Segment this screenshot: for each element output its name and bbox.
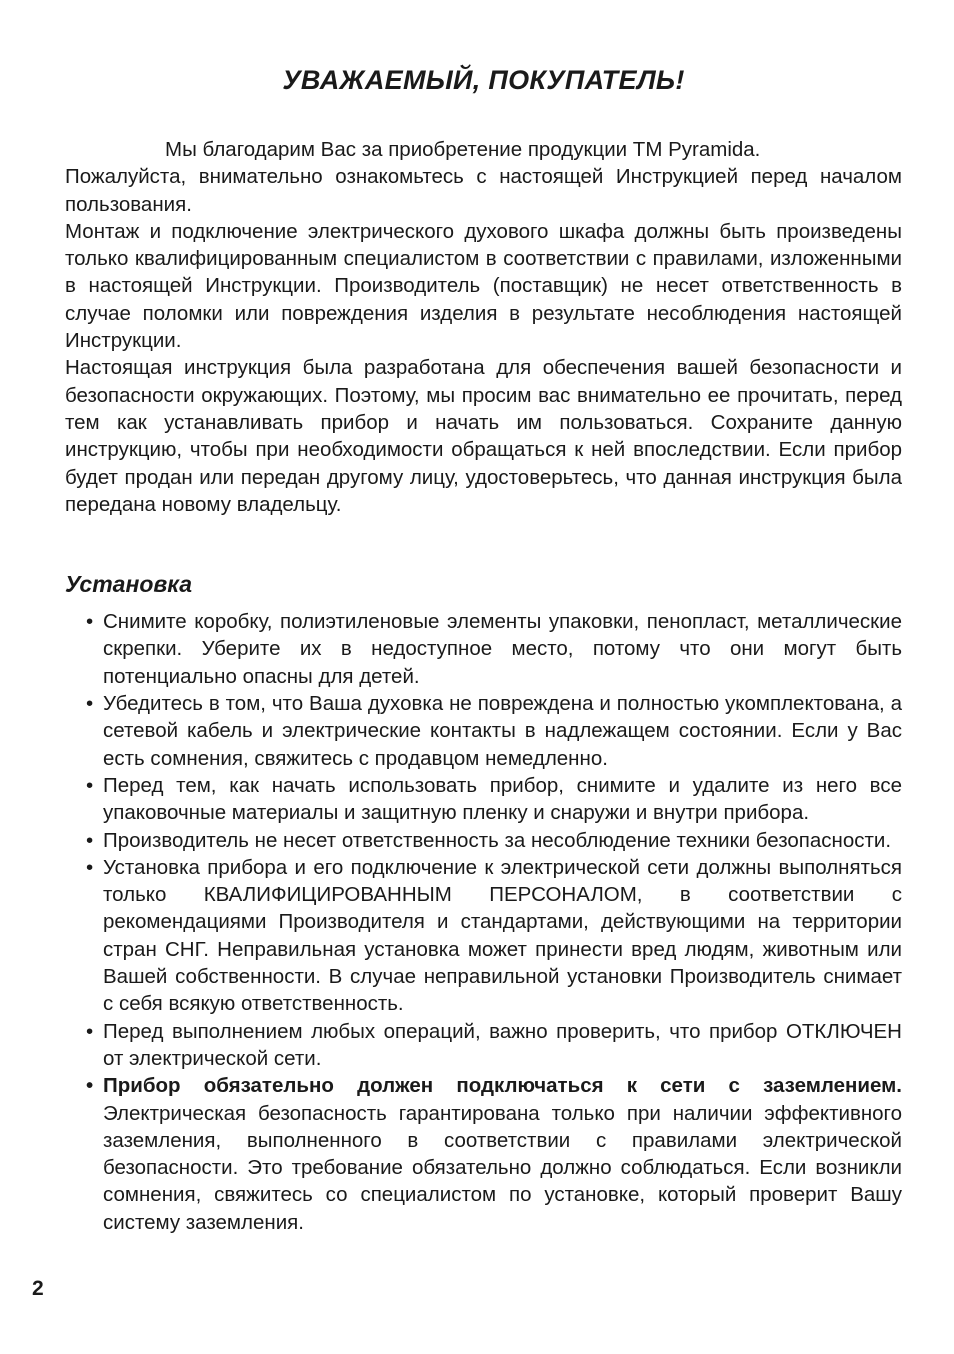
bullet-icon: • xyxy=(86,773,94,797)
page-number: 2 xyxy=(32,1277,44,1300)
intro-paragraph-3: Настоящая инструкция была разработана для обеспечения вашей безопасности и безопасности окружающих. Поэтому, мы просим вас внимательно ее прочитать, перед тем как устанавливать прибор и начать им пользоваться. Сохраните данную инструкцию, чтобы при необходимости обращаться к ней впоследствии. Если прибор будет продан или передан другому лицу, удостоверьтесь, что данная инструкция была передана новому владельцу. xyxy=(65,356,902,516)
bullet-icon: • xyxy=(86,610,94,634)
intro-section xyxy=(65,136,902,518)
document-page xyxy=(65,60,902,1236)
list-item-text: Производитель не несет ответственность за несоблюдение техники безопасности. xyxy=(103,828,892,852)
page-title: УВАЖАЕМЫЙ, ПОКУПАТЕЛЬ! xyxy=(282,65,685,95)
bullet-icon: • xyxy=(86,1074,94,1098)
list-item xyxy=(65,854,902,1018)
list-item-text: Убедитесь в том, что Ваша духовка не повреждена и полностью укомплектована, а сетевой кабель и электрические контакты в надлежащем состоянии. Если у Вас есть сомнения, свяжитесь с продавцом немедленно. xyxy=(103,692,902,770)
grounding-warning-text: Электрическая безопасность гарантирована только при наличии эффективного заземления, выполненного в соответствии с правилами электрической безопасности. Это требование обязательно должно соблюдаться. Если возникли сомнения, свяжитесь со специалистом по установке, который проверит Вашу систему заземления. xyxy=(103,1101,902,1234)
list-item-grounding xyxy=(65,1072,902,1236)
intro-paragraph-2: Монтаж и подключение электрического духового шкафа должны быть произведены только квалифицированным специалистом в соответствии с правилами, изложенными в настоящей Инструкции. Производитель (поставщик) не несет ответственность в случае поломки или повреждения изделия в результате несоблюдения настоящей Инструкции. xyxy=(65,219,902,353)
bullet-icon: • xyxy=(86,692,94,716)
list-item xyxy=(65,827,902,854)
list-item-text: Снимите коробку, полиэтиленовые элементы упаковки, пенопласт, металлические скрепки. Уберите их в недоступное место, потому что они могут быть потенциально опасны для детей. xyxy=(103,610,902,688)
list-item-text: Установка прибора и его подключение к электрической сети должны выполняться только КВАЛИФИЦИРОВАННЫМ ПЕРСОНАЛОМ, в соответствии с рекомендациями Производителя и стандартами, действующими на территории стран СНГ. Неправильная установка может принести вред людям, животным или Вашей собственности. В случае неправильной установки Производитель снимает с себя всякую ответственность. xyxy=(103,855,902,1016)
list-item xyxy=(65,772,902,827)
list-item xyxy=(65,690,902,772)
intro-paragraph-1: Пожалуйста, внимательно ознакомьтесь с настоящей Инструкцией перед началом пользования. xyxy=(65,165,902,216)
list-item xyxy=(65,608,902,690)
list-item xyxy=(65,1018,902,1073)
bullet-icon: • xyxy=(86,828,94,852)
bullet-icon: • xyxy=(86,1019,94,1043)
list-item-text: Перед выполнением любых операций, важно проверить, что прибор ОТКЛЮЧЕН от электрической сети. xyxy=(103,1019,902,1070)
bullet-icon: • xyxy=(86,855,94,879)
installation-list xyxy=(65,608,902,1236)
list-item-text: Перед тем, как начать использовать прибор, снимите и удалите из него все упаковочные материалы и защитную пленку и снаружи и внутри прибора. xyxy=(103,773,902,825)
grounding-warning-bold: Прибор обязательно должен подключаться к сети с заземлением. xyxy=(103,1074,902,1098)
intro-greeting: Мы благодарим Вас за приобретение продукции ТМ Pyramida. xyxy=(165,138,761,161)
installation-heading: Установка xyxy=(65,571,193,598)
